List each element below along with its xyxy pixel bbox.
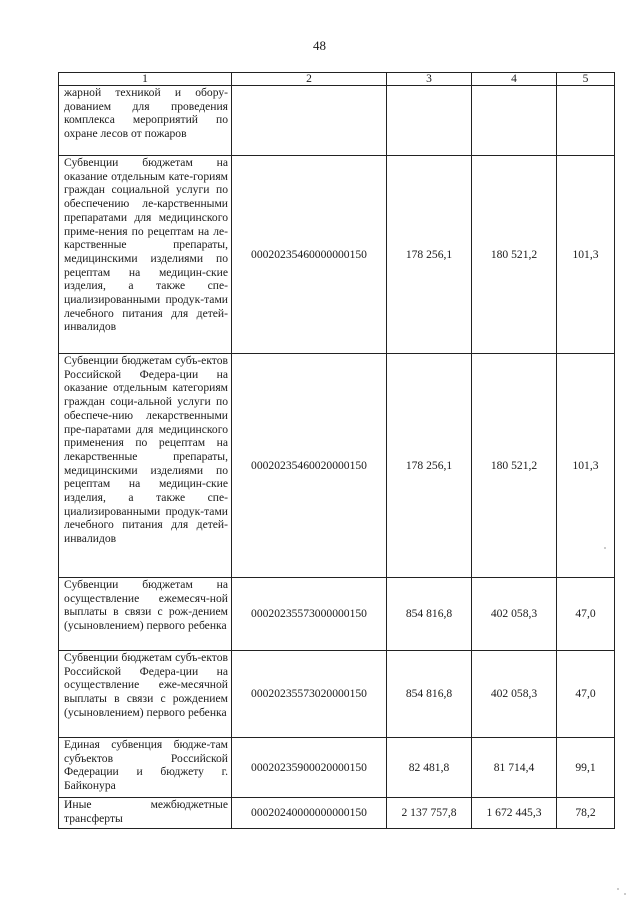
row-value-actual [472, 86, 557, 156]
row-value-actual: 81 714,4 [472, 738, 557, 798]
row-description: Субвенции бюджетам на осуществление ежемесяч-​ной выплаты в связи с рож-​дением (усыновлением) первого ребенка [59, 578, 232, 651]
table-row [59, 354, 615, 578]
row-percent: 78,2 [557, 798, 615, 829]
row-value-plan: 178 256,1 [387, 354, 472, 578]
row-code: 00020235460000000150 [232, 156, 387, 354]
table-row [59, 86, 615, 156]
row-percent [557, 86, 615, 156]
row-value-actual: 402 058,3 [472, 578, 557, 651]
row-code: 00020235460020000150 [232, 354, 387, 578]
row-value-plan: 82 481,8 [387, 738, 472, 798]
row-code: 00020235900020000150 [232, 738, 387, 798]
table-header-row [59, 73, 615, 86]
page-number: 48 [313, 38, 326, 53]
table-row [59, 651, 615, 738]
row-value-plan: 2 137 757,8 [387, 798, 472, 829]
row-code [232, 86, 387, 156]
row-value-actual: 1 672 445,3 [472, 798, 557, 829]
row-value-plan: 854 816,8 [387, 578, 472, 651]
row-description: Субвенции бюджетам на оказание отдельным кате-​гориям граждан социальной услуги по обеспечению ле-​карственными препаратами для медицинского приме-​нения по рецептам на ле-​карственные препараты, медицинскими изделиями по рецептам на медицин-​ские изделия, а также спе-​циализированными продук-​тами лечебного питания для детей-инвалидов [59, 156, 232, 354]
row-percent: 47,0 [557, 578, 615, 651]
row-percent: 101,3 [557, 156, 615, 354]
column-header: 5 [557, 73, 615, 86]
table-row [59, 738, 615, 798]
scan-speck [624, 893, 626, 895]
row-percent: 47,0 [557, 651, 615, 738]
row-code: 00020240000000000150 [232, 798, 387, 829]
row-description: Субвенции бюджетам субъ-​ектов Российской Федера-​ции на оказание отдельным категориям граждан соци-​альной услуги по обеспече-​нию лекарственными пре-​паратами для медицинского применения по рецептам на лекарственные препараты, медицинскими изделиями по рецептам на медицин-​ские изделия, а также спе-​циализированными продук-​тами лечебного питания для детей-инвалидов [59, 354, 232, 578]
column-header: 4 [472, 73, 557, 86]
row-code: 00020235573000000150 [232, 578, 387, 651]
column-header: 1 [59, 73, 232, 86]
row-description: жарной техникой и обору-​дованием для проведения комплекса мероприятий по охране лесов от пожаров [59, 86, 232, 156]
row-description: Иные межбюджетные трансферты [59, 798, 232, 829]
row-value-actual: 402 058,3 [472, 651, 557, 738]
column-header: 3 [387, 73, 472, 86]
row-value-actual: 180 521,2 [472, 354, 557, 578]
row-value-plan [387, 86, 472, 156]
table-row [59, 578, 615, 651]
scan-speck [604, 547, 606, 549]
row-description: Единая субвенция бюдже-​там субъектов Российской Федерации и бюджету г. Байконура [59, 738, 232, 798]
row-value-plan: 854 816,8 [387, 651, 472, 738]
table-row [59, 798, 615, 829]
column-header: 2 [232, 73, 387, 86]
budget-table [58, 72, 615, 829]
row-value-plan: 178 256,1 [387, 156, 472, 354]
row-value-actual: 180 521,2 [472, 156, 557, 354]
row-percent: 99,1 [557, 738, 615, 798]
table-row [59, 156, 615, 354]
row-code: 00020235573020000150 [232, 651, 387, 738]
row-percent: 101,3 [557, 354, 615, 578]
row-description: Субвенции бюджетам субъ-​ектов Российской Федера-​ции на осуществление еже-​месячной выплаты в связи с рождением (усыновлением) первого ребенка [59, 651, 232, 738]
scan-speck [617, 888, 619, 890]
